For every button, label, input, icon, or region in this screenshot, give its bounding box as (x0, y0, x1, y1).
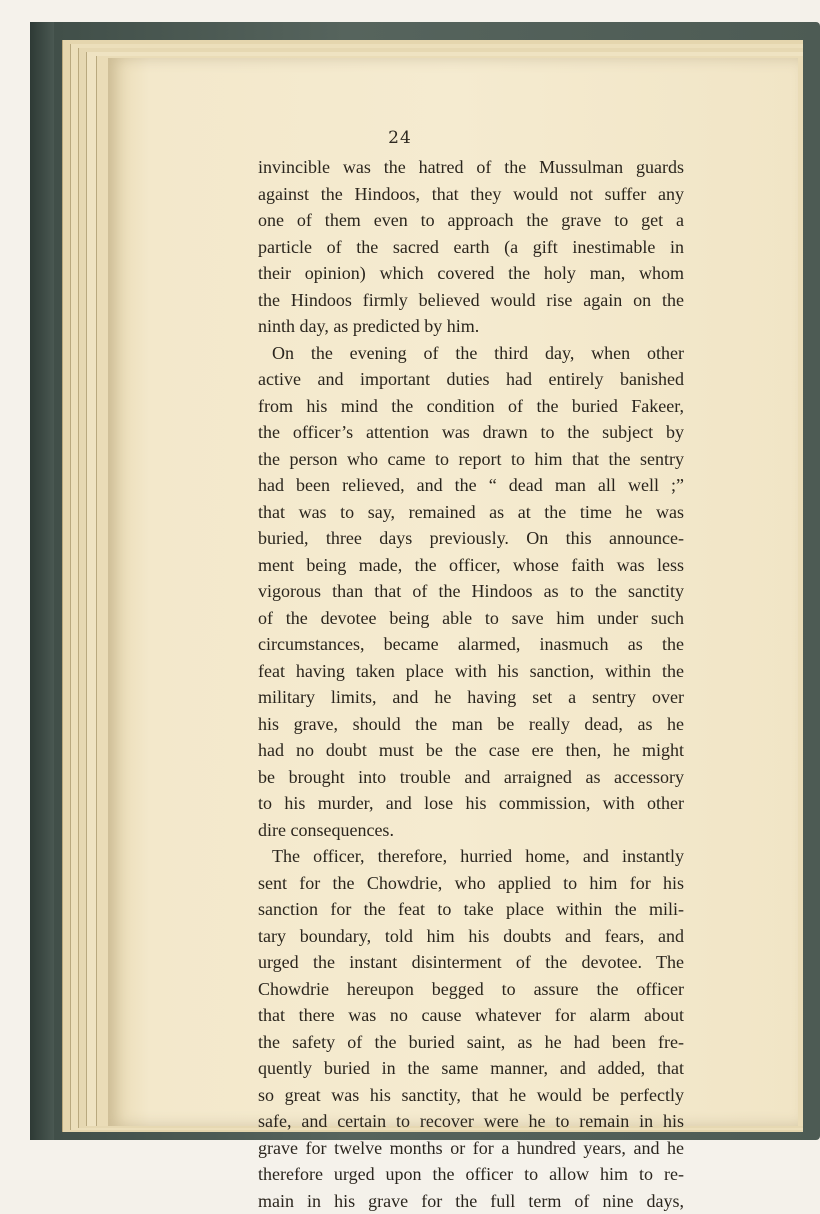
text-line: the officer’s attention was drawn to the subject by (258, 419, 684, 446)
text-line: from his mind the condition of the buried Fakeer, (258, 393, 684, 420)
text-line: The officer, therefore, hurried home, and instantly (258, 843, 684, 870)
text-line: to his murder, and lose his commission, with other (258, 790, 684, 817)
body-text (258, 154, 684, 1214)
text-line: safe, and certain to recover were he to remain in his (258, 1108, 684, 1135)
text-line: the person who came to report to him that the sentry (258, 446, 684, 473)
text-line: one of them even to approach the grave to get a (258, 207, 684, 234)
page-number: 24 (0, 128, 800, 148)
text-line: active and important duties had entirely banished (258, 366, 684, 393)
text-line: had been relieved, and the “ dead man all well ;” (258, 472, 684, 499)
text-line: ment being made, the officer, whose faith was less (258, 552, 684, 579)
text-line: the Hindoos firmly believed would rise again on the (258, 287, 684, 314)
text-line: sent for the Chowdrie, who applied to him for his (258, 870, 684, 897)
text-line: the safety of the buried saint, as he had been fre- (258, 1029, 684, 1056)
text-line: buried, three days previously. On this announce- (258, 525, 684, 552)
text-line: urged the instant disinterment of the devotee. The (258, 949, 684, 976)
text-line: of the devotee being able to save him under such (258, 605, 684, 632)
text-line: feat having taken place with his sanction, within the (258, 658, 684, 685)
text-line: tary boundary, told him his doubts and fears, and (258, 923, 684, 950)
book-spine (30, 22, 54, 1140)
text-line: be brought into trouble and arraigned as accessory (258, 764, 684, 791)
text-line: particle of the sacred earth (a gift inestimable in (258, 234, 684, 261)
text-line: had no doubt must be the case ere then, he might (258, 737, 684, 764)
text-line: dire consequences. (258, 817, 684, 844)
text-line: On the evening of the third day, when other (258, 340, 684, 367)
text-line: vigorous than that of the Hindoos as to the sanctity (258, 578, 684, 605)
text-line: grave for twelve months or for a hundred years, and he (258, 1135, 684, 1162)
text-line: invincible was the hatred of the Mussulman guards (258, 154, 684, 181)
text-line: ninth day, as predicted by him. (258, 313, 684, 340)
text-line: sanction for the feat to take place within the mili- (258, 896, 684, 923)
text-line: his grave, should the man be really dead, as he (258, 711, 684, 738)
text-line: Chowdrie hereupon begged to assure the officer (258, 976, 684, 1003)
text-line: circumstances, became alarmed, inasmuch as the (258, 631, 684, 658)
text-line: against the Hindoos, that they would not suffer any (258, 181, 684, 208)
text-line: their opinion) which covered the holy man, whom (258, 260, 684, 287)
text-line: main in his grave for the full term of nine days, (258, 1188, 684, 1214)
text-line: therefore urged upon the officer to allow him to re- (258, 1161, 684, 1188)
text-line: quently buried in the same manner, and added, that (258, 1055, 684, 1082)
text-line: that was to say, remained as at the time he was (258, 499, 684, 526)
text-line: so great was his sanctity, that he would be perfectly (258, 1082, 684, 1109)
text-line: that there was no cause whatever for alarm about (258, 1002, 684, 1029)
text-line: military limits, and he having set a sentry over (258, 684, 684, 711)
